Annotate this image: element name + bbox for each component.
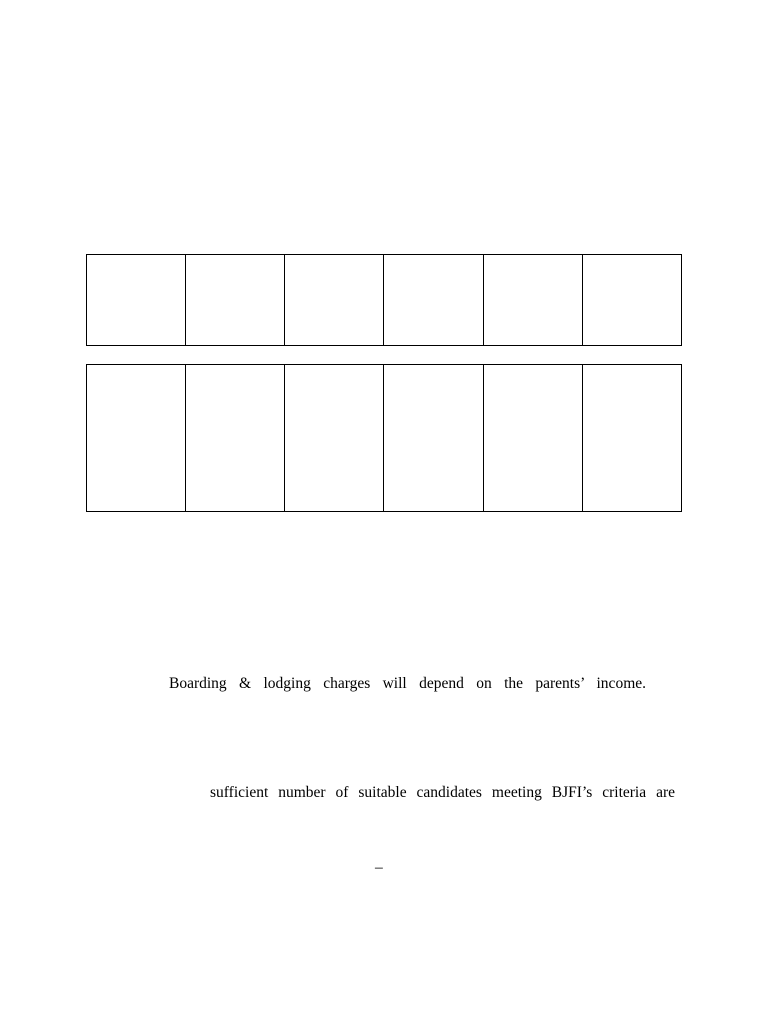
table-cell bbox=[87, 365, 186, 512]
table-cell bbox=[384, 365, 483, 512]
table-cell bbox=[87, 255, 186, 346]
table-row bbox=[87, 255, 682, 346]
table-cell bbox=[483, 255, 582, 346]
table-cell bbox=[582, 255, 681, 346]
empty-grid-table-top bbox=[86, 254, 682, 346]
table-cell bbox=[582, 365, 681, 512]
dash-text: – bbox=[375, 859, 383, 876]
table-cell bbox=[186, 255, 285, 346]
candidates-criteria-text: sufficient number of suitable candidates meeting BJFI’s criteria are bbox=[210, 784, 675, 801]
boarding-charges-text: Boarding & lodging charges will depend on the parents’ income. bbox=[169, 675, 646, 692]
table-cell bbox=[285, 255, 384, 346]
table-cell bbox=[384, 255, 483, 346]
table-cell bbox=[285, 365, 384, 512]
empty-grid-table-bottom bbox=[86, 364, 682, 512]
table-cell bbox=[186, 365, 285, 512]
table-row bbox=[87, 365, 682, 512]
table-cell bbox=[483, 365, 582, 512]
